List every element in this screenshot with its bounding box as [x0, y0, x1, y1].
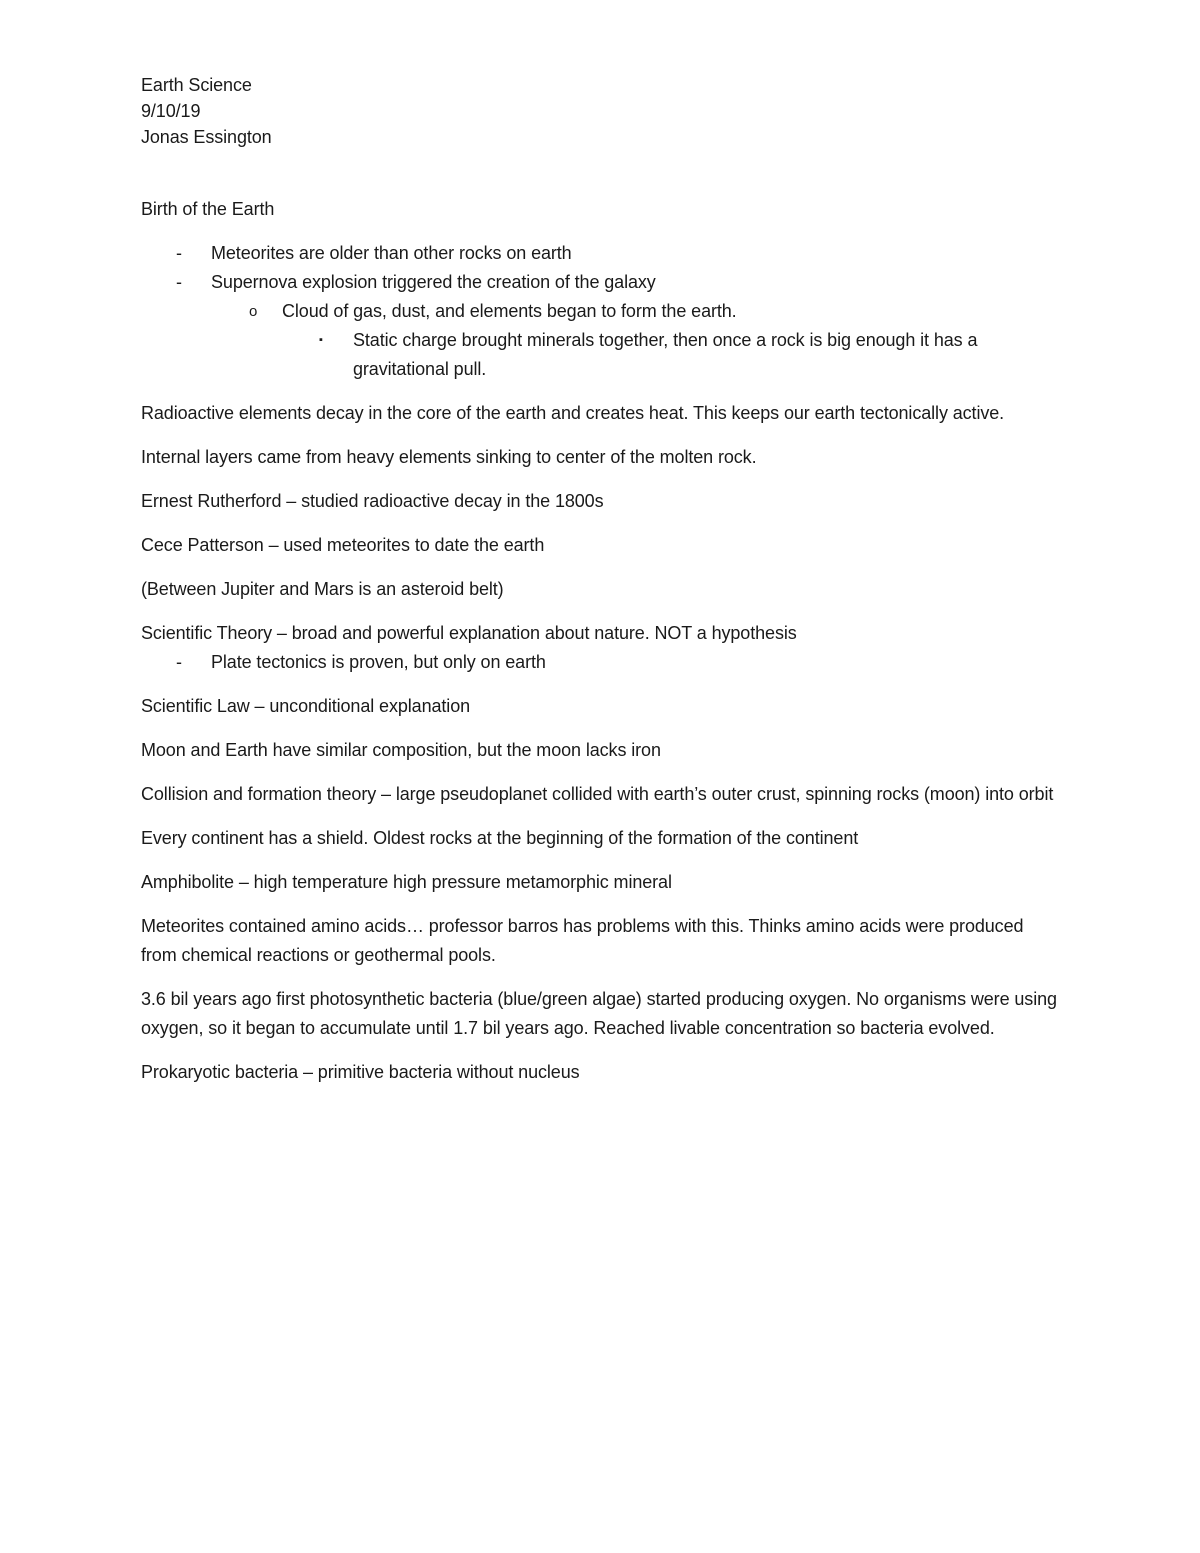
- list-item-text: Supernova explosion triggered the creation of the galaxy: [211, 272, 656, 292]
- document-body: [141, 72, 1061, 1087]
- paragraph: Scientific Law – unconditional explanation: [141, 696, 471, 716]
- paragraph: Amphibolite – high temperature high pressure metamorphic mineral: [141, 872, 672, 892]
- paragraph: Scientific Theory – broad and powerful explanation about nature. NOT a hypothesis: [141, 623, 797, 643]
- paragraph: Moon and Earth have similar composition, but the moon lacks iron: [141, 740, 661, 760]
- list-item: [141, 326, 1061, 384]
- paragraph: Collision and formation theory – large pseudoplanet collided with earth’s outer crust, spinning rocks (moon) into orbit: [141, 784, 1054, 804]
- dash-bullet-icon: -: [176, 652, 182, 672]
- section-title: Birth of the Earth: [141, 199, 275, 219]
- paragraph: (Between Jupiter and Mars is an asteroid belt): [141, 579, 504, 599]
- circle-bullet-icon: o: [249, 303, 258, 320]
- list-item-text: Meteorites are older than other rocks on earth: [211, 243, 572, 263]
- note-date: 9/10/19: [141, 101, 201, 121]
- paragraph: Prokaryotic bacteria – primitive bacteria without nucleus: [141, 1062, 580, 1082]
- bullet-list: [141, 239, 1061, 384]
- list-item: [141, 297, 1061, 326]
- author-name: Jonas Essington: [141, 127, 272, 147]
- paragraph: Cece Patterson – used meteorites to date the earth: [141, 535, 545, 555]
- list-item: [141, 239, 1061, 268]
- list-item-text: Plate tectonics is proven, but only on earth: [211, 652, 546, 672]
- course-name: Earth Science: [141, 75, 252, 95]
- paragraph: Radioactive elements decay in the core of the earth and creates heat. This keeps our earth tectonically active.: [141, 403, 1005, 423]
- list-item-text: Cloud of gas, dust, and elements began to form the earth.: [282, 301, 737, 321]
- dash-bullet-icon: -: [176, 272, 182, 292]
- square-bullet-icon: ▪: [319, 334, 323, 346]
- paragraph: 3.6 bil years ago first photosynthetic bacteria (blue/green algae) started producing oxygen. No organisms were using oxygen, so it began to accumulate until 1.7 bil years ago. Reached livable concentration so bacteria evolved.: [141, 989, 1057, 1038]
- bullet-list: [141, 648, 1061, 677]
- list-item: [141, 648, 1061, 677]
- list-item-text: Static charge brought minerals together, then once a rock is big enough it has a gravitational pull.: [353, 330, 978, 379]
- list-item: [141, 268, 1061, 297]
- dash-bullet-icon: -: [176, 243, 182, 263]
- paragraph: Ernest Rutherford – studied radioactive decay in the 1800s: [141, 491, 604, 511]
- paragraph: Internal layers came from heavy elements sinking to center of the molten rock.: [141, 447, 757, 467]
- paragraph: Meteorites contained amino acids… professor barros has problems with this. Thinks amino acids were produced from chemical reactions or geothermal pools.: [141, 916, 1024, 965]
- paragraph: Every continent has a shield. Oldest rocks at the beginning of the formation of the continent: [141, 828, 859, 848]
